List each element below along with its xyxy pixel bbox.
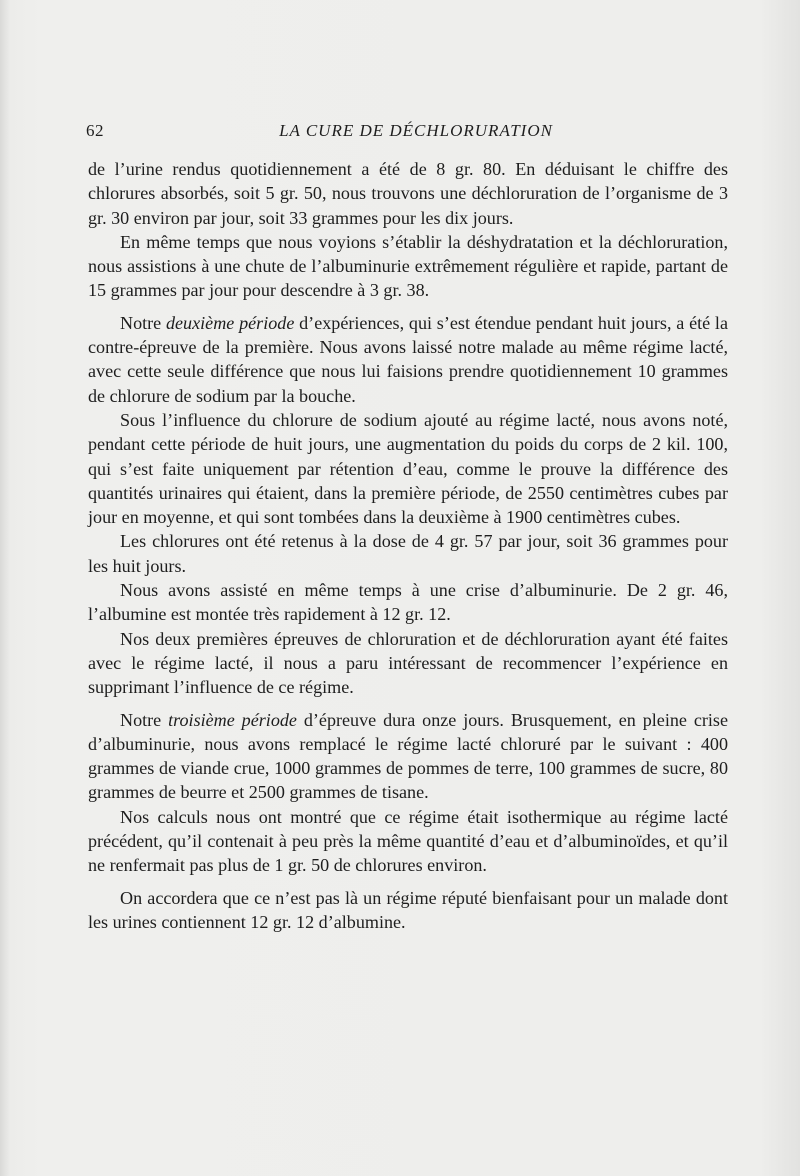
body-text bbox=[88, 157, 728, 934]
emphasis: troisième période bbox=[168, 709, 297, 730]
paragraph: Nous avons assisté en même temps à une crise d’albuminurie. De 2 gr. 46, l’albumine est montée très rapidement à 12 gr. 12. bbox=[88, 580, 728, 625]
paragraph-text: Notre bbox=[120, 312, 166, 333]
paragraph: Nos calculs nous ont montré que ce régime était isothermique au régime lacté précédent, qu’il contenait à peu près la même quantité d’eau et d’albuminoïdes, et qu’il ne renfermait pas plus de 1 gr. 50 de chlorures environ. bbox=[88, 806, 728, 876]
paragraph-text: Notre bbox=[120, 709, 169, 730]
paragraph bbox=[88, 708, 728, 805]
paragraph-text: d’épreuve dura onze jours. Brusquement, en pleine crise d’albuminurie, nous avons remplacé le régime lacté chloruré par le suivant : 400 grammes de viande crue, 1000 grammes de pommes de terre, 100 grammes de sucre, 80 grammes de beurre et 2500 grammes de tisane. bbox=[88, 709, 728, 803]
paragraph: de l’urine rendus quotidiennement a été de 8 gr. 80. En déduisant le chiffre des chlorures absorbés, soit 5 gr. 50, nous trouvons une déchloruration de l’organisme de 3 gr. 30 environ par jour, soit 33 grammes pour les dix jours. bbox=[88, 159, 728, 228]
running-title: LA CURE DE DÉCHLORURATION bbox=[279, 121, 553, 140]
page-header bbox=[86, 121, 726, 145]
paragraph-text: d’expériences, qui s’est étendue pendant huit jours, a été la contre-épreuve de la première. Nous avons laissé notre malade au même régime lacté, avec cette seule différence que nous lui faisions prendre quotidiennement 10 grammes de chlorure de sodium par la bouche. bbox=[88, 312, 728, 406]
emphasis: deuxième période bbox=[165, 312, 295, 333]
paragraph: Sous l’influence du chlorure de sodium ajouté au régime lacté, nous avons noté, pendant cette période de huit jours, une augmentation du poids du corps de 2 kil. 100, qui s’est faite uniquement par rétention d’eau, comme le prouve la différence des quantités urinaires qui étaient, dans la première période, de 2550 centimètres cubes par jour en moyenne, et qui sont tombées dans la deuxième à 1900 centimètres cubes. bbox=[88, 409, 728, 528]
paragraph: En même temps que nous voyions s’établir la déshydratation et la déchloruration, nous assistions à une chute de l’albuminurie extrêmement régulière et rapide, partant de 15 grammes par jour pour descendre à 3 gr. 38. bbox=[88, 231, 728, 301]
paragraph bbox=[88, 311, 728, 408]
paragraph: Nos deux premières épreuves de chloruration et de déchloruration ayant été faites avec le régime lacté, il nous a paru intéressant de recommencer l’expérience en supprimant l’influence de ce régime. bbox=[88, 628, 728, 698]
paragraph: Les chlorures ont été retenus à la dose de 4 gr. 57 par jour, soit 36 grammes pour les huit jours. bbox=[88, 531, 728, 576]
page-number: 62 bbox=[86, 121, 104, 140]
paragraph: On accordera que ce n’est pas là un régime réputé bienfaisant pour un malade dont les urines contiennent 12 gr. 12 d’albumine. bbox=[88, 887, 728, 932]
